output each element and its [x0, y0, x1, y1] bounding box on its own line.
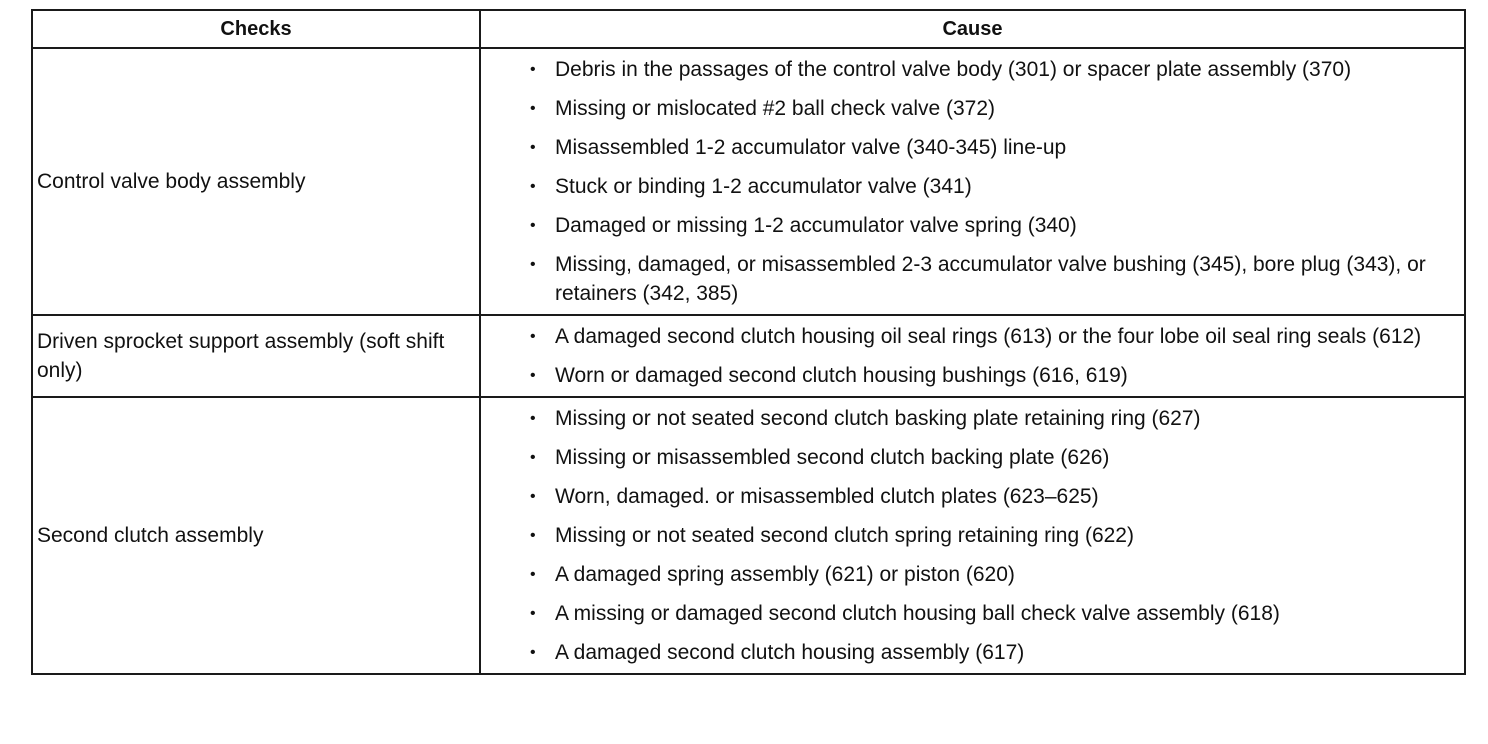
cause-text: A damaged spring assembly (621) or piston (620): [555, 563, 1015, 586]
cause-text: Missing or misassembled second clutch backing plate (626): [555, 446, 1110, 469]
bullet-icon: •: [530, 217, 536, 234]
bullet-icon: •: [530, 367, 536, 384]
cause-item: [481, 250, 1458, 308]
cause-item: [481, 638, 1458, 667]
cause-item: [481, 322, 1458, 351]
bullet-icon: •: [530, 488, 536, 505]
cause-header: Cause: [480, 10, 1465, 48]
cause-cell: [480, 48, 1465, 315]
cause-text: Debris in the passages of the control valve body (301) or spacer plate assembly (370): [555, 58, 1352, 81]
cause-text: Damaged or missing 1-2 accumulator valve spring (340): [555, 214, 1077, 237]
cause-item: [481, 482, 1458, 511]
cause-item: [481, 211, 1458, 240]
bullet-icon: •: [530, 527, 536, 544]
cause-item: [481, 55, 1458, 84]
cause-text: Missing, damaged, or misassembled 2-3 accumulator valve bushing (345), bore plug (343), or retainers (342, 385): [555, 253, 1426, 305]
cause-text: Misassembled 1-2 accumulator valve (340-345) line-up: [555, 136, 1067, 159]
cause-cell: [480, 315, 1465, 397]
cause-text: Stuck or binding 1-2 accumulator valve (341): [555, 175, 972, 198]
bullet-icon: •: [530, 61, 536, 78]
cause-text: A missing or damaged second clutch housing ball check valve assembly (618): [555, 602, 1280, 625]
cause-item: [481, 404, 1458, 433]
cause-item: [481, 361, 1458, 390]
cause-list: [481, 404, 1458, 667]
cause-item: [481, 133, 1458, 162]
check-cell: Driven sprocket support assembly (soft shift only): [32, 315, 480, 397]
bullet-icon: •: [530, 100, 536, 117]
bullet-icon: •: [530, 410, 536, 427]
checks-header: Checks: [32, 10, 480, 48]
cause-text: Missing or not seated second clutch basking plate retaining ring (627): [555, 407, 1201, 430]
cause-item: [481, 443, 1458, 472]
bullet-icon: •: [530, 178, 536, 195]
cause-list: [481, 322, 1458, 390]
header-row: [32, 10, 1465, 48]
cause-item: [481, 521, 1458, 550]
cause-list: [481, 55, 1458, 308]
cause-text: A damaged second clutch housing oil seal rings (613) or the four lobe oil seal ring seals (612): [555, 325, 1422, 348]
diagnosis-table: [31, 9, 1466, 675]
table-row: [32, 48, 1465, 315]
bullet-icon: •: [530, 139, 536, 156]
cause-text: Worn or damaged second clutch housing bushings (616, 619): [555, 364, 1128, 387]
check-cell: Control valve body assembly: [32, 48, 480, 315]
cause-text: A damaged second clutch housing assembly (617): [555, 641, 1025, 664]
bullet-icon: •: [530, 449, 536, 466]
bullet-icon: •: [530, 605, 536, 622]
cause-text: Worn, damaged. or misassembled clutch plates (623–625): [555, 485, 1099, 508]
table-row: [32, 315, 1465, 397]
bullet-icon: •: [530, 644, 536, 661]
cause-cell: [480, 397, 1465, 674]
cause-item: [481, 560, 1458, 589]
cause-item: [481, 94, 1458, 123]
cause-text: Missing or not seated second clutch spring retaining ring (622): [555, 524, 1134, 547]
bullet-icon: •: [530, 256, 536, 273]
cause-item: [481, 172, 1458, 201]
bullet-icon: •: [530, 328, 536, 345]
cause-item: [481, 599, 1458, 628]
check-cell: Second clutch assembly: [32, 397, 480, 674]
table-row: [32, 397, 1465, 674]
cause-text: Missing or mislocated #2 ball check valve (372): [555, 97, 996, 120]
bullet-icon: •: [530, 566, 536, 583]
